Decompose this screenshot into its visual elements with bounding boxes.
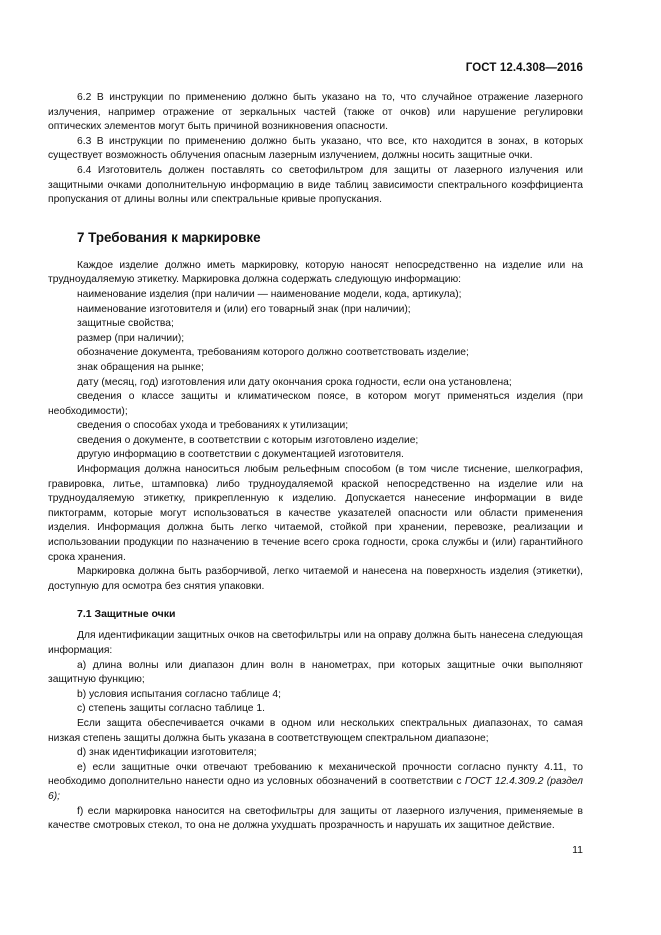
list-item: другую информацию в соответствии с документацией изготовителя. [77,449,404,461]
list-item: сведения о документе, в соответствии с которым изготовлено изделие; [77,434,419,446]
list-item: сведения о классе защиты и климатическом поясе, в котором могут применяться изделия (при необходимости); [48,391,583,417]
list-item: наименование изделия (при наличии — наименование модели, кода, артикула); [77,288,462,300]
info-paragraph: Информация должна наноситься любым рельефным способом (в том числе тиснение, шелкография, гравировка, литье, штамповка) либо трудноудаляемой краской непосредственно на изделие или на трудноудаляемую этикетку, прикрепленную к изделию. Допускается нанесение информации в виде пиктограмм, которые могут использоваться в качестве указателей опасности или области применения изделия. Информация должна быть легко читаемой, стойкой при хранении, перевозке, реализации и использовании продукции по назначению в течение всего срока годности, срока службы и (или) гарантийного срока хранения. [48,464,583,563]
multi-range-paragraph: Если защита обеспечивается очками в одном или нескольких спектральных диапазонах, то самая низкая степень защиты должна быть указана в соответствующем спектральном диапазоне; [48,717,583,744]
list-item: обозначение документа, требованиям которого должно соответствовать изделие; [77,347,469,359]
page-body [48,91,583,834]
list-item: защитные свойства; [77,318,174,330]
paragraph-6-2: 6.2 В инструкции по применению должно быть указано на то, что случайное отражение лазерного излучения, например отражение от зеркальных частей (также от очков) или нарушение регулировки оптических элементов могут быть причиной возникновения опасности. [48,92,583,133]
section-7-heading: 7 Требования к маркировке [77,229,261,245]
item-e [48,761,583,805]
list-item: наименование изготовителя и (или) его товарный знак (при наличии); [77,303,411,315]
item-e-text: е) если защитные очки отвечают требованию к механической прочности согласно пункту 4.11, то необходимо дополнительно нанести одно из условных обозначений в соответствии с [48,761,583,788]
standard-code-header: ГОСТ 12.4.308—2016 [465,62,583,74]
gost-reference: ГОСТ 12.4.309.2 (раздел 6); [48,776,583,802]
list-item: знак обращения на рынке; [77,361,204,373]
item-f: f) если маркировка наносится на светофильтры для защиты от лазерного излучения, применяемые в качестве смотровых стекол, то она не должна ухудшать прозрачность и нарушать их защитное действие. [48,805,583,832]
section-7-1-heading: 7.1 Защитные очки [77,608,176,621]
item-a: а) длина волны или диапазон длин волн в нанометрах, при которых защитные очки выполняют защитную функцию; [48,659,583,686]
item-b: b) условия испытания согласно таблице 4; [77,688,281,700]
paragraph-6-4: 6.4 Изготовитель должен поставлять со светофильтром для защиты от лазерного излучения или защитными очками дополнительную информацию в виде таблиц зависимости спектрального коэффициента пропускания от длины волны или спектральные кривые пропускания. [48,164,583,206]
legibility-paragraph: Маркировка должна быть разборчивой, легко читаемой и нанесена на поверхность изделия (этикетки), доступную для осмотра без снятия упаковки. [48,566,583,592]
item-d: d) знак идентификации изготовителя; [77,747,257,759]
list-item: дату (месяц, год) изготовления или дату окончания срока годности, если она установлена; [77,376,512,388]
paragraph-6-3: 6.3 В инструкции по применению должно быть указано, что все, кто находится в зонах, в которых существует возможность облучения опасным лазерным излучением, должны носить защитные очки. [48,135,583,162]
section-7-intro: Каждое изделие должно иметь маркировку, которую наносят непосредственно на изделие или на трудноудаляемую этикетку. Маркировка должна содержать следующую информацию: [48,259,583,286]
page-number: 11 [572,844,583,856]
list-item: размер (при наличии); [77,332,185,344]
section-7-1-intro: Для идентификации защитных очков на светофильтры или на оправу должна быть нанесена следующая информация: [48,630,583,656]
item-c: с) степень защиты согласно таблице 1. [77,703,265,715]
list-item: сведения о способах ухода и требованиях к утилизации; [77,420,349,432]
